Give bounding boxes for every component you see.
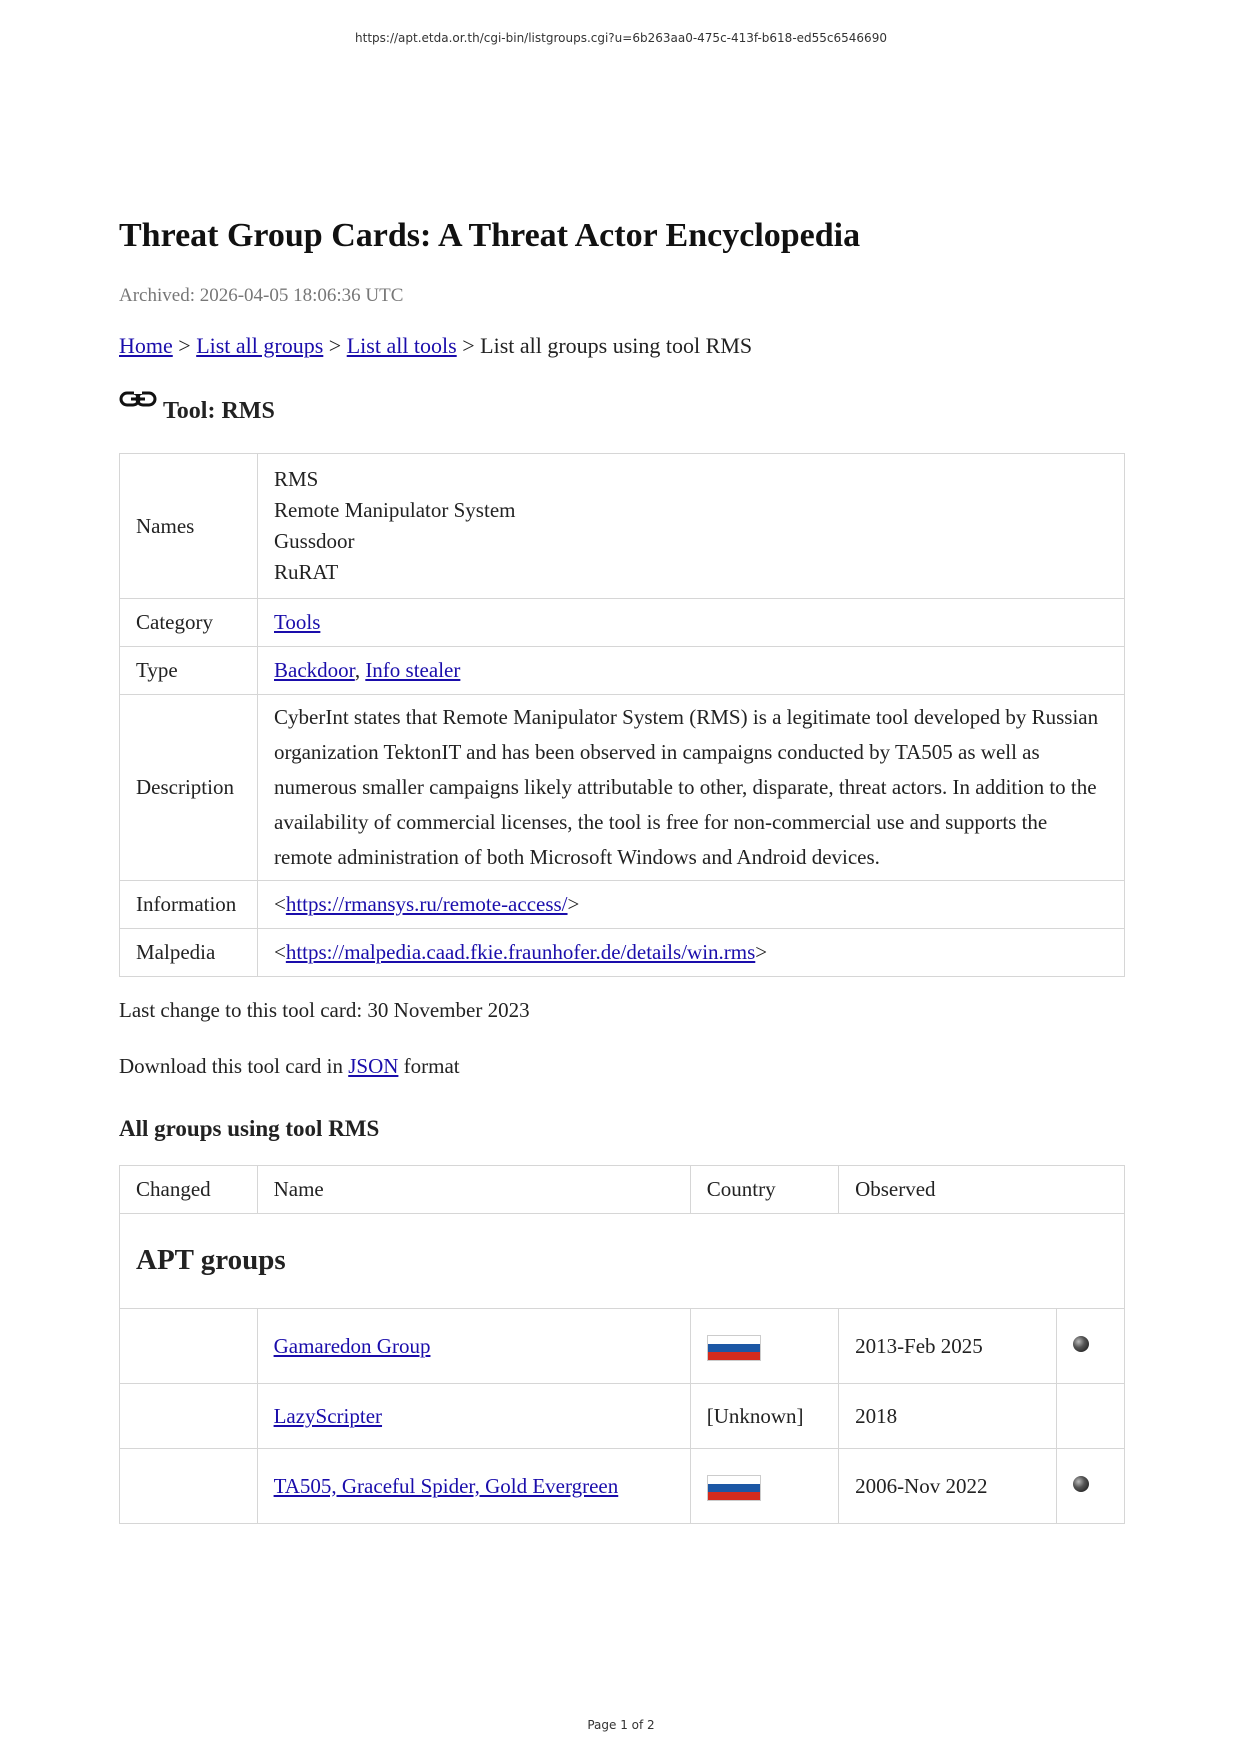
breadcrumb (119, 331, 1125, 361)
breadcrumb-list-tools-link[interactable]: List all tools (346, 333, 457, 358)
russia-flag-icon (707, 1335, 761, 1361)
marker-cell (1057, 1309, 1125, 1384)
last-change-text: Last change to this tool card: 30 November 2023 (119, 998, 530, 1022)
tool-info-table (119, 453, 1125, 977)
tool-name: Remote Manipulator System (274, 498, 516, 522)
main-content (119, 210, 1125, 1524)
type-row (120, 647, 1125, 695)
category-label: Category (120, 599, 258, 647)
tool-heading-text: Tool: RMS (163, 397, 275, 424)
observed-cell: 2018 (839, 1384, 1057, 1449)
names-label: Names (120, 454, 258, 599)
malpedia-value (258, 929, 1125, 977)
groups-heading: All groups using tool RMS (119, 1116, 380, 1141)
marker-cell (1057, 1384, 1125, 1449)
archived-timestamp: Archived: 2026-04-05 18:06:36 UTC (119, 285, 404, 306)
table-row (120, 1449, 1125, 1524)
changed-cell (120, 1384, 258, 1449)
category-value (258, 599, 1125, 647)
category-link[interactable]: Tools (274, 610, 321, 634)
flag-stripe-red (708, 1352, 760, 1360)
group-link-lazyscripter[interactable]: LazyScripter (273, 1403, 383, 1428)
type-backdoor-link[interactable]: Backdoor (274, 658, 355, 682)
tool-heading (119, 391, 1125, 431)
angle-close: > (567, 892, 580, 916)
angle-open: < (274, 940, 286, 964)
link-icon (119, 388, 157, 416)
breadcrumb-list-groups-link[interactable]: List all groups (196, 333, 324, 358)
download-suffix: format (403, 1054, 460, 1078)
flag-stripe-blue (708, 1344, 760, 1352)
changed-cell (120, 1449, 258, 1524)
tool-name: RuRAT (274, 560, 339, 584)
changed-cell (120, 1309, 258, 1384)
type-separator: , (354, 658, 361, 682)
malpedia-link[interactable]: https://malpedia.caad.fkie.fraunhofer.de/details/win.rms (285, 940, 756, 964)
name-cell (257, 1384, 690, 1449)
flag-stripe-red (708, 1492, 760, 1500)
tool-name: RMS (274, 467, 319, 491)
print-header-url: https://apt.etda.or.th/cgi-bin/listgroups.cgi?u=6b263aa0-475c-413f-b618-ed55c6546690 (355, 31, 887, 45)
type-info-stealer-link[interactable]: Info stealer (365, 658, 461, 682)
column-header-observed: Observed (839, 1166, 1125, 1214)
angle-open: < (274, 892, 286, 916)
names-row (120, 454, 1125, 599)
tool-name: Gussdoor (274, 529, 355, 553)
description-row (120, 695, 1125, 881)
russia-flag-icon (707, 1475, 761, 1501)
group-link-gamaredon[interactable]: Gamaredon Group (273, 1333, 431, 1358)
observed-cell: 2013-Feb 2025 (839, 1309, 1057, 1384)
information-row (120, 881, 1125, 929)
information-label: Information (120, 881, 258, 929)
malpedia-row (120, 929, 1125, 977)
column-header-changed: Changed (120, 1166, 258, 1214)
type-label: Type (120, 647, 258, 695)
country-cell (690, 1309, 838, 1384)
breadcrumb-separator: > (462, 333, 475, 358)
description-value: CyberInt states that Remote Manipulator System (RMS) is a legitimate tool developed by Russian organization TektonIT and has been observed in campaigns conducted by TA505 as well as numerous smaller campaigns likely attributable to other, disparate, threat actors. In addition to the availability of commercial licenses, the tool is free for non-commercial use and supports the remote administration of both Microsoft Windows and Android devices. (258, 695, 1125, 881)
information-link[interactable]: https://rmansys.ru/remote-access/ (285, 892, 568, 916)
apt-groups-section-row (120, 1214, 1125, 1309)
country-cell: [Unknown] (690, 1384, 838, 1449)
table-row (120, 1384, 1125, 1449)
observed-cell: 2006-Nov 2022 (839, 1449, 1057, 1524)
status-dot-icon (1073, 1336, 1089, 1352)
angle-close: > (755, 940, 768, 964)
type-value (258, 647, 1125, 695)
information-value (258, 881, 1125, 929)
flag-stripe-white (708, 1336, 760, 1344)
column-header-country: Country (690, 1166, 838, 1214)
breadcrumb-separator: > (178, 333, 191, 358)
download-line (119, 1051, 1125, 1081)
breadcrumb-home-link[interactable]: Home (119, 333, 173, 358)
status-dot-icon (1073, 1476, 1089, 1492)
breadcrumb-current: List all groups using tool RMS (480, 333, 753, 358)
groups-header-row (120, 1166, 1125, 1214)
groups-table (119, 1165, 1125, 1524)
column-header-name: Name (257, 1166, 690, 1214)
apt-groups-section-title: APT groups (120, 1214, 1125, 1309)
page-title: Threat Group Cards: A Threat Actor Encyclopedia (119, 217, 861, 254)
flag-stripe-blue (708, 1484, 760, 1492)
country-cell (690, 1449, 838, 1524)
table-row (120, 1309, 1125, 1384)
flag-stripe-white (708, 1476, 760, 1484)
page-number-footer: Page 1 of 2 (587, 1718, 655, 1732)
name-cell (257, 1449, 690, 1524)
name-cell (257, 1309, 690, 1384)
download-prefix: Download this tool card in (119, 1054, 343, 1078)
names-value (258, 454, 1125, 599)
marker-cell (1057, 1449, 1125, 1524)
category-row (120, 599, 1125, 647)
malpedia-label: Malpedia (120, 929, 258, 977)
download-json-link[interactable]: JSON (348, 1054, 399, 1078)
description-label: Description (120, 695, 258, 881)
group-link-ta505[interactable]: TA505, Graceful Spider, Gold Evergreen (273, 1473, 619, 1498)
breadcrumb-separator: > (328, 333, 342, 358)
